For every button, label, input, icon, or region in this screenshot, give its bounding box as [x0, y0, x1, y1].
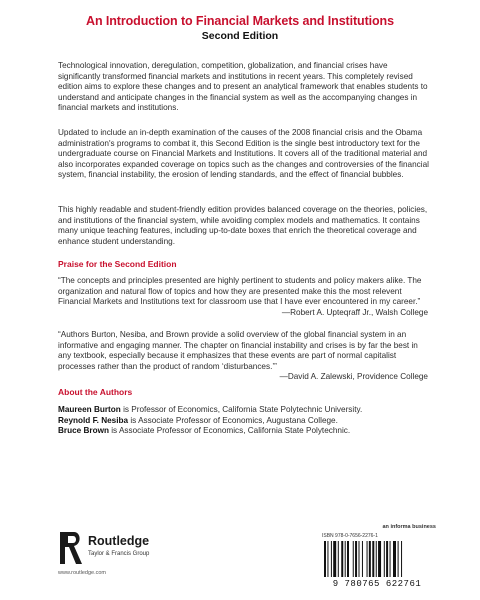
description-paragraph-3: This highly readable and student-friendly edition provides balanced coverage on the theories, policies, and institutions of the financial system, while avoiding complex models and mathematics. It contains many unique teaching features, including up-to-date boxes that enrich the theoretical coverage and enhance student understanding.	[58, 205, 428, 246]
quote-attribution: —Robert A. Upteqraff Jr., Walsh College	[281, 307, 428, 317]
author-role: is Associate Professor of Economics, California State Polytechnic.	[111, 426, 351, 436]
publisher-url: www.routledge.com	[58, 570, 106, 576]
publisher-group: Taylor & Francis Group	[88, 551, 150, 557]
quote-text: “The concepts and principles presented are highly pertinent to students and policy makers alike. The organization and natural flow of topics and how they are presented make this the most relevent Financial Markets and Institutions text for classroom use that I have ever encountered in my career.”	[58, 276, 422, 307]
author-role: is Associate Professor of Economics, Augustana College.	[130, 415, 338, 425]
publisher-logo	[58, 530, 208, 576]
barcode-area	[318, 524, 436, 592]
author-entry	[58, 405, 430, 416]
author-entry	[58, 416, 430, 427]
description-paragraph-2: Updated to include an in-depth examination of the causes of the 2008 financial crisis and the Obama administration's programs to combat it, this Second Edition is the single best introductory text for the undergraduate course on Financial Markets and Institutions. It covers all of the traditional material and also incorporates expanded coverage on topics such as the changes and controversies of the financial system, financial instability, the erosion of lending standards, and the effect of financial bubbles.	[58, 128, 429, 180]
authors-heading: About the Authors	[58, 387, 133, 397]
praise-quote-2	[58, 330, 430, 383]
author-name: Reynold F. Nesiba	[58, 415, 129, 425]
author-name: Maureen Burton	[58, 405, 121, 414]
authors-list	[58, 405, 430, 437]
informa-label: an informa business	[382, 524, 436, 530]
quote-text: “Authors Burton, Nesiba, and Brown provide a solid overview of the global financial system in an informative and engaging manner. The chapter on financial instability and crises is by far the best in any textbook, especially because it emphasizes that these events are part of normal capitalist processes rather than the product of random ‘disturbances.’”	[58, 330, 418, 371]
barcode-icon	[322, 541, 432, 577]
author-name: Bruce Brown	[58, 426, 109, 436]
author-role: is Professor of Economics, California State Polytechnic University.	[123, 405, 363, 414]
book-title: An Introduction to Financial Markets and Institutions	[86, 14, 394, 28]
barcode-digits: 9 780765 622761	[332, 579, 422, 589]
description-paragraph-1: Technological innovation, deregulation, competition, globalization, and financial crises have significantly transformed financial markets and institutions in recent years. This completely revised edition aims to explore these changes and to present an analytical framework that enables students to understand and anticipate changes in the financial system as well as the accompanying changes in financial markets and institutions.	[58, 61, 428, 113]
isbn-label: ISBN 978-0-7656-2276-1	[322, 533, 378, 539]
praise-heading: Praise for the Second Edition	[58, 259, 177, 269]
quote-attribution: —David A. Zalewski, Providence College	[279, 372, 428, 382]
book-edition: Second Edition	[201, 30, 279, 42]
publisher-name: Routledge	[88, 534, 150, 548]
routledge-logo-icon	[58, 530, 84, 566]
author-entry	[58, 426, 430, 437]
praise-quote-1	[58, 276, 430, 318]
